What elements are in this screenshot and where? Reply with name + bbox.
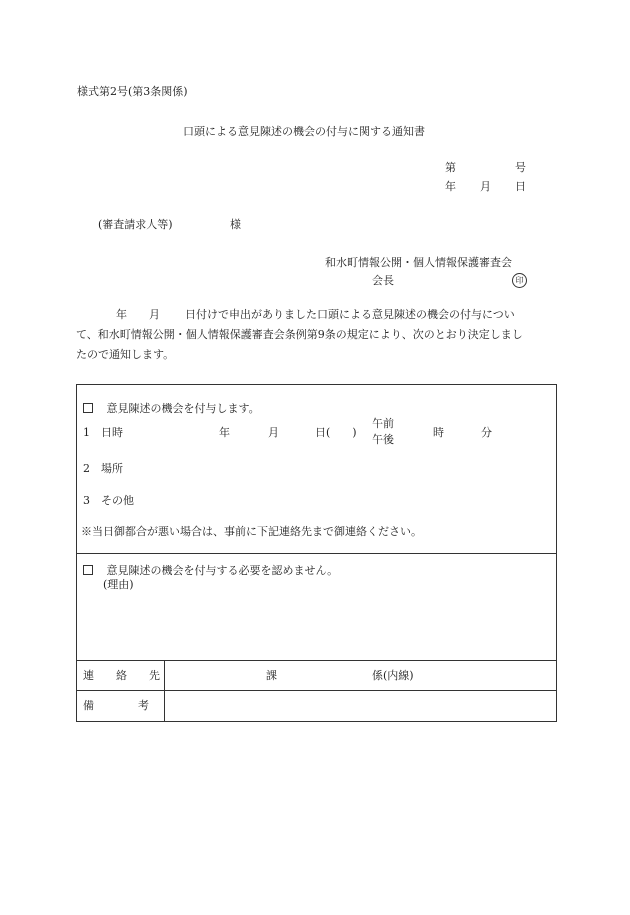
sender-title: 会長 [372, 274, 394, 287]
contact-label: 連 絡 先 [83, 669, 160, 682]
remarks-label: 備 考 [83, 699, 149, 712]
body-line1: 日付けで申出がありました口頭による意見陳述の機会の付与につい [185, 308, 515, 321]
divider-remarks [76, 690, 557, 691]
grant-checkbox[interactable] [83, 403, 93, 413]
number-suffix: 号 [515, 161, 526, 174]
datetime-am: 午前 [372, 417, 394, 430]
column-divider [164, 660, 165, 721]
datetime-hour: 時 [433, 426, 444, 439]
grant-option[interactable] [83, 402, 260, 415]
date-day: 日 [515, 180, 526, 193]
datetime-pm: 午後 [372, 433, 394, 446]
contact-section: 課 [266, 669, 277, 682]
body-year: 年 [116, 308, 127, 321]
place-label: 2 場所 [83, 462, 123, 475]
form-number: 様式第2号(第3条関係) [77, 85, 188, 98]
date-month: 月 [480, 180, 491, 193]
recipient-label: (審査請求人等) [98, 218, 173, 231]
grant-label: 意見陳述の機会を付与します。 [106, 402, 260, 415]
deny-option[interactable] [83, 564, 338, 577]
body-line2: て、和水町情報公開・個人情報保護審査会条例第9条の規定により、次のとおり決定しまし [76, 328, 523, 341]
datetime-label: 1 日時 [83, 426, 123, 439]
divider-options [76, 553, 557, 554]
body-line3: たので通知します。 [76, 348, 175, 361]
contact-division: 係(内線) [372, 669, 414, 682]
datetime-month: 月 [268, 426, 279, 439]
body-month: 月 [149, 308, 160, 321]
divider-contact [76, 660, 557, 661]
recipient-honorific: 様 [230, 218, 241, 231]
datetime-year: 年 [219, 426, 230, 439]
page-title: 口頭による意見陳述の機会の付与に関する通知書 [183, 125, 425, 138]
number-prefix: 第 [445, 161, 456, 174]
seal-stamp: 印 [512, 273, 527, 288]
contact-note: ※当日御都合が悪い場合は、事前に下記連絡先まで御連絡ください。 [81, 525, 422, 538]
datetime-day: 日( ) [315, 426, 357, 439]
datetime-minute: 分 [481, 426, 492, 439]
reason-label: (理由) [103, 578, 134, 591]
other-label: 3 その他 [83, 494, 134, 507]
deny-label: 意見陳述の機会を付与する必要を認めません。 [106, 564, 339, 577]
sender-organization: 和水町情報公開・個人情報保護審査会 [325, 256, 512, 269]
deny-checkbox[interactable] [83, 565, 93, 575]
date-year: 年 [445, 180, 456, 193]
